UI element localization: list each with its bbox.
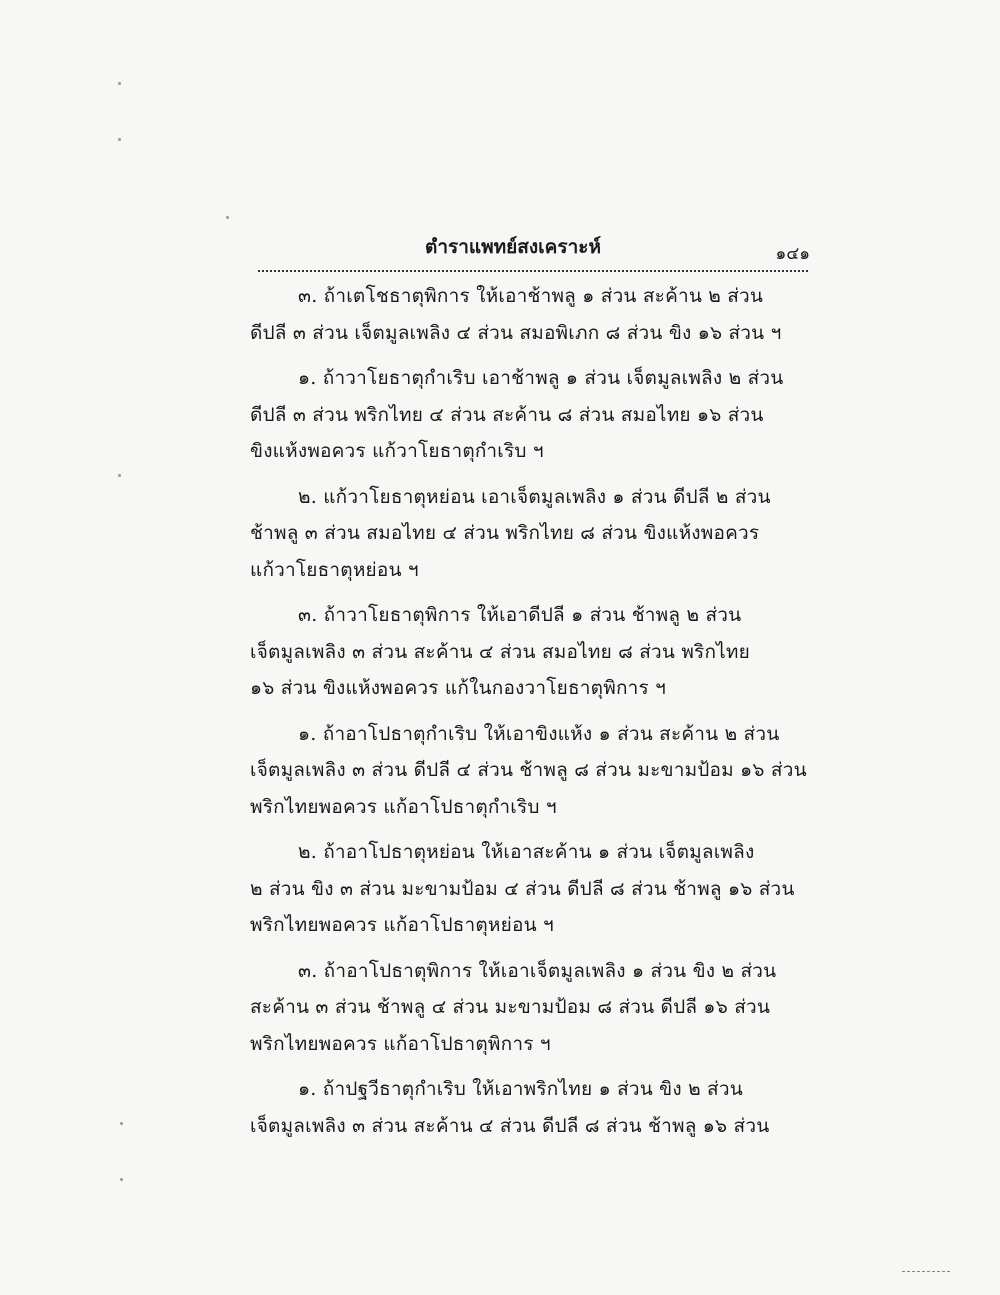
- text-line: เจ็ตมูลเพลิง ๓ ส่วน สะค้าน ๔ ส่วน สมอไทย ๘ ส่วน พริกไทย: [250, 640, 750, 663]
- text-line: ๑. ถ้าปฐวีธาตุกำเริบ ให้เอาพริกไทย ๑ ส่วน ขิง ๒ ส่วน: [298, 1078, 743, 1100]
- text-line: ๓. ถ้าวาโยธาตุพิการ ให้เอาดีปลี ๑ ส่วน ช้าพลู ๒ ส่วน: [298, 604, 742, 626]
- text-line: ๒. แก้วาโยธาตุหย่อน เอาเจ็ตมูลเพลิง ๑ ส่วน ดีปลี ๒ ส่วน: [298, 485, 771, 508]
- text-line: ๑. ถ้าวาโยธาตุกำเริบ เอาช้าพลู ๑ ส่วน เจ็ตมูลเพลิง ๒ ส่วน: [298, 367, 784, 389]
- text-line: ช้าพลู ๓ ส่วน สมอไทย ๔ ส่วน พริกไทย ๘ ส่วน ขิงแห้งพอควร: [250, 522, 760, 544]
- text-line: ดีปลี ๓ ส่วน พริกไทย ๔ ส่วน สะค้าน ๘ ส่วน สมอไทย ๑๖ ส่วน: [250, 403, 764, 426]
- paragraph: [250, 1071, 810, 1144]
- text-line: พริกไทยพอควร แก้อาโปธาตุพิการ ฯ: [250, 1032, 551, 1055]
- scan-mark: [902, 1271, 950, 1275]
- scan-speck: [118, 82, 121, 85]
- scan-speck: [120, 1122, 123, 1125]
- page-title: ตำราแพทย์สงเคราะห์: [425, 236, 601, 258]
- scan-speck: [226, 216, 229, 219]
- text-line: ดีปลี ๓ ส่วน เจ็ตมูลเพลิง ๔ ส่วน สมอพิเภก ๘ ส่วน ขิง ๑๖ ส่วน ฯ: [250, 321, 782, 344]
- paragraph: [250, 716, 810, 826]
- text-line: เจ็ตมูลเพลิง ๓ ส่วน ดีปลี ๔ ส่วน ช้าพลู ๘ ส่วน มะขามป้อม ๑๖ ส่วน: [250, 759, 807, 781]
- paragraph: [250, 597, 810, 707]
- paragraph: [250, 360, 810, 470]
- page-header: [250, 232, 810, 266]
- text-line: ๑. ถ้าอาโปธาตุกำเริบ ให้เอาขิงแห้ง ๑ ส่วน สะค้าน ๒ ส่วน: [298, 722, 780, 745]
- text-line: สะค้าน ๓ ส่วน ช้าพลู ๔ ส่วน มะขามป้อม ๘ ส่วน ดีปลี ๑๖ ส่วน: [250, 996, 771, 1018]
- paragraph: [250, 278, 810, 351]
- text-line: ขิงแห้งพอควร แก้วาโยธาตุกำเริบ ฯ: [250, 440, 544, 462]
- page-body: [250, 278, 810, 1153]
- text-line: ๒. ถ้าอาโปธาตุหย่อน ให้เอาสะค้าน ๑ ส่วน เจ็ตมูลเพลิง: [298, 841, 755, 863]
- text-line: ๒ ส่วน ขิง ๓ ส่วน มะขามป้อม ๔ ส่วน ดีปลี ๘ ส่วน ช้าพลู ๑๖ ส่วน: [250, 877, 795, 900]
- text-line: พริกไทยพอควร แก้อาโปธาตุกำเริบ ฯ: [250, 795, 557, 818]
- text-line: แก้วาโยธาตุหย่อน ฯ: [250, 558, 419, 581]
- paragraph: [250, 953, 810, 1063]
- scan-speck: [118, 138, 121, 141]
- scan-speck: [118, 474, 121, 477]
- text-line: ๓. ถ้าอาโปธาตุพิการ ให้เอาเจ็ตมูลเพลิง ๑ ส่วน ขิง ๒ ส่วน: [298, 959, 777, 982]
- paragraph: [250, 479, 810, 589]
- scan-speck: [120, 1178, 123, 1181]
- header-rule: [258, 270, 808, 272]
- text-line: พริกไทยพอควร แก้อาโปธาตุหย่อน ฯ: [250, 914, 554, 936]
- text-line: ๓. ถ้าเตโชธาตุพิการ ให้เอาช้าพลู ๑ ส่วน สะค้าน ๒ ส่วน: [298, 285, 764, 307]
- paragraph: [250, 834, 810, 944]
- page-number: ๑๔๑: [775, 244, 810, 264]
- text-line: เจ็ตมูลเพลิง ๓ ส่วน สะค้าน ๔ ส่วน ดีปลี ๘ ส่วน ช้าพลู ๑๖ ส่วน: [250, 1114, 770, 1137]
- text-line: ๑๖ ส่วน ขิงแห้งพอควร แก้ในกองวาโยธาตุพิการ ฯ: [250, 677, 667, 699]
